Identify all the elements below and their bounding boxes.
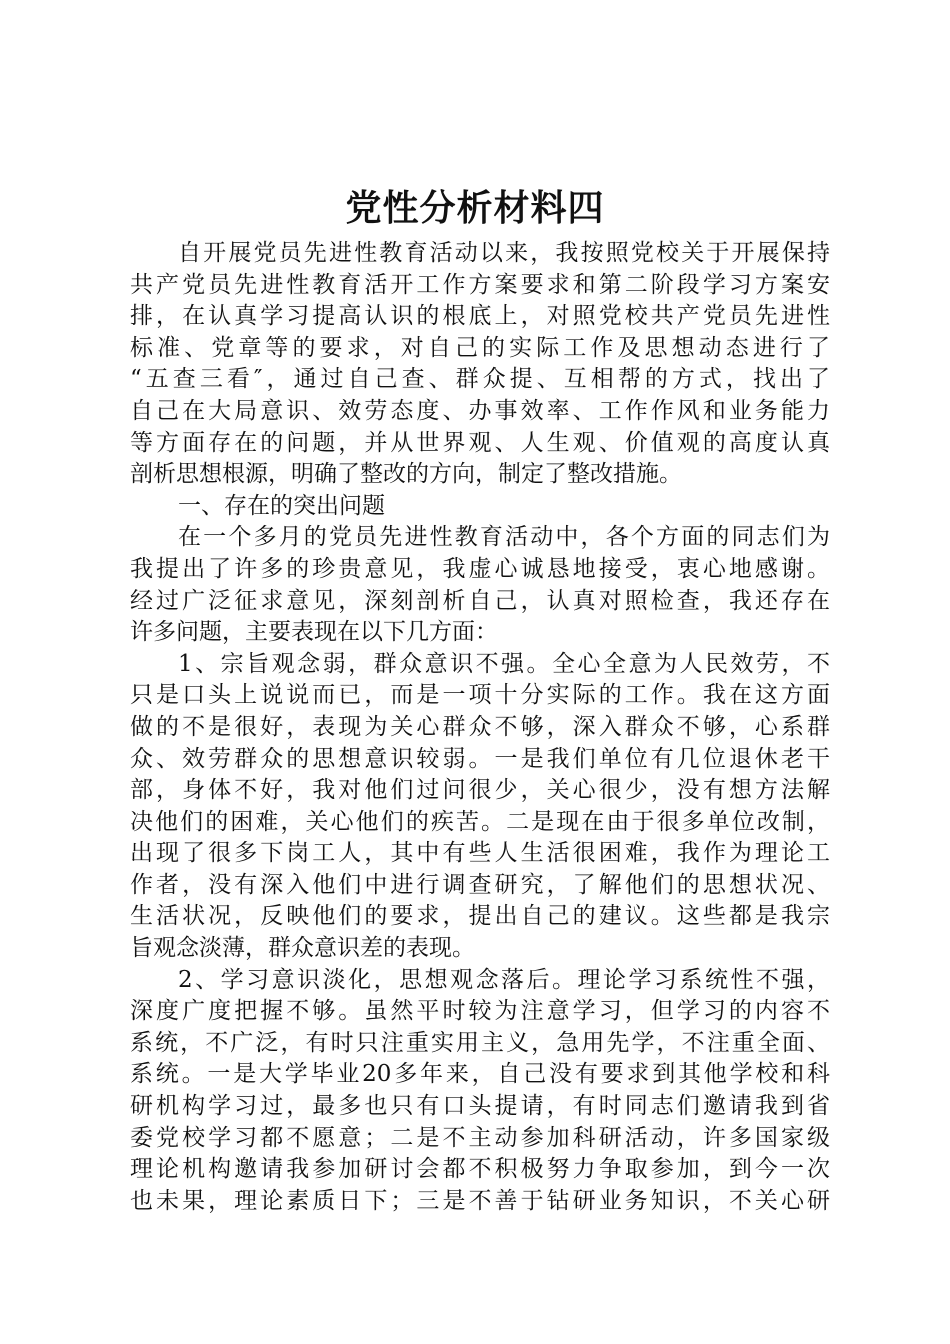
text-line: 委党校学习都不愿意；二是不主动参加科研活动，许多国家级: [130, 1124, 830, 1151]
text-line: 旨观念淡薄，群众意识差的表现。: [130, 935, 475, 962]
document-body: [130, 238, 830, 1217]
document-title: 党性分析材料四: [345, 187, 605, 229]
text-line: 系统，不广泛，有时只注重实用主义，急用先学，不注重全面、: [130, 1029, 830, 1056]
text-line: 众、效劳群众的思想意识较弱。一是我们单位有几位退休老干: [130, 745, 830, 772]
text-line: 自己在大局意识、效劳态度、办事效率、工作作风和业务能力: [130, 397, 830, 424]
text-line: 也未果，理论素质日下；三是不善于钻研业务知识，不关心研: [130, 1187, 830, 1214]
text-line: 许多问题，主要表现在以下几方面：: [130, 619, 498, 646]
text-line: 研机构学习过，最多也只有口头提请，有时同志们邀请我到省: [130, 1093, 830, 1120]
text-line: 生活状况，反映他们的要求，提出自己的建议。这些都是我宗: [130, 903, 830, 930]
text-line: 经过广泛征求意见，深刻剖析自己，认真对照检查，我还存在: [130, 587, 830, 614]
text-line: 深度广度把握不够。虽然平时较为注意学习，但学习的内容不: [130, 998, 830, 1025]
text-line: 做的不是很好，表现为关心群众不够，深入群众不够，心系群: [130, 713, 830, 740]
text-line: 理论机构邀请我参加研讨会都不积极努力争取参加，到今一次: [130, 1156, 830, 1183]
text-line: 出现了很多下岗工人，其中有些人生活很困难，我作为理论工: [130, 840, 830, 867]
text-line: 等方面存在的问题，并从世界观、人生观、价值观的高度认真: [130, 429, 830, 456]
text-line: 自开展党员先进性教育活动以来，我按照党校关于开展保持: [178, 240, 830, 266]
text-line: 一、存在的突出问题: [178, 492, 385, 519]
text-line: 标准、党章等的要求，对自己的实际工作及思想动态进行了: [130, 334, 830, 361]
text-line: 我提出了许多的珍贵意见，我虚心诚恳地接受，衷心地感谢。: [130, 555, 830, 582]
text-line: 1、宗旨观念弱，群众意识不强。全心全意为人民效劳，不: [178, 650, 830, 677]
text-line: 剖析思想根源，明确了整改的方向，制定了整改措施。: [130, 461, 682, 488]
text-line: 系统。一是大学毕业20多年来，自己没有要求到其他学校和科: [130, 1061, 830, 1088]
text-line: 共产党员先进性教育活开工作方案要求和第二阶段学习方案安: [130, 271, 830, 298]
text-line: 决他们的困难，关心他们的疾苦。二是现在由于很多单位改制，: [130, 808, 830, 835]
text-line: 作者，没有深入他们中进行调查研究，了解他们的思想状况、: [130, 871, 830, 898]
text-line: 排，在认真学习提高认识的根底上，对照党校共产党员先进性: [130, 303, 830, 330]
text-line: “五查三看″，通过自己查、群众提、互相帮的方式，找出了: [130, 366, 830, 393]
text-line: 部，身体不好，我对他们过问很少，关心很少，没有想方法解: [130, 777, 830, 804]
text-line: 在一个多月的党员先进性教育活动中，各个方面的同志们为: [178, 524, 830, 551]
text-line: 2、学习意识淡化，思想观念落后。理论学习系统性不强，: [178, 966, 830, 993]
text-line: 只是口头上说说而已，而是一项十分实际的工作。我在这方面: [130, 682, 830, 709]
